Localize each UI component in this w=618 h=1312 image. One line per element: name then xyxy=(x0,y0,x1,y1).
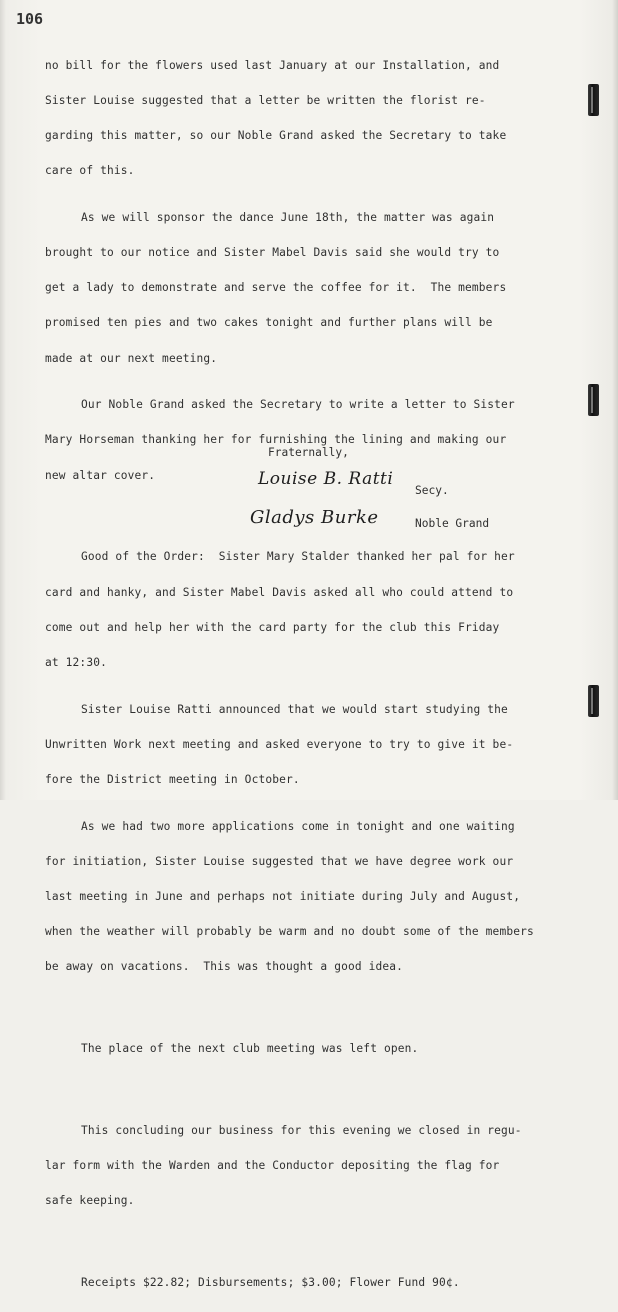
binder-tab xyxy=(588,84,599,116)
text-line: Sister Louise suggested that a letter be written the florist re- xyxy=(45,94,486,108)
text-line: come out and help her with the card party for the club this Friday xyxy=(45,620,500,634)
text-line: for initiation, Sister Louise suggested that we have degree work our xyxy=(45,854,514,868)
text-line: Unwritten Work next meeting and asked everyone to try to give it be- xyxy=(45,737,514,751)
text-line: Good of the Order: Sister Mary Stalder thanked her pal for her xyxy=(81,550,515,564)
text-line: brought to our notice and Sister Mabel Davis said she would try to xyxy=(45,246,500,260)
text-line: when the weather will probably be warm and no doubt some of the members xyxy=(45,924,534,938)
noble-grand-title: Noble Grand xyxy=(415,517,490,530)
text-line: The place of the next club meeting was left open. xyxy=(81,1041,419,1055)
text-line: promised ten pies and two cakes tonight and further plans will be xyxy=(45,316,493,330)
text-line: This concluding our business for this evening we closed in regu- xyxy=(81,1123,522,1137)
secretary-title: Secy. xyxy=(415,484,449,497)
text-line: garding this matter, so our Noble Grand asked the Secretary to take xyxy=(45,129,507,143)
text-line: fore the District meeting in October. xyxy=(45,772,300,786)
text-line: no bill for the flowers used last January at our Installation, and xyxy=(45,59,500,73)
text-line: care of this. xyxy=(45,164,135,178)
text-line: Our Noble Grand asked the Secretary to write a letter to Sister xyxy=(81,398,515,412)
text-line: Receipts $22.82; Disbursements; $3.00; Flower Fund 90¢. xyxy=(81,1275,460,1289)
text-line: made at our next meeting. xyxy=(45,351,218,365)
text-line: Sister Louise Ratti announced that we would start studying the xyxy=(81,702,508,716)
binder-tab xyxy=(588,685,599,717)
text-line: safe keeping. xyxy=(45,1193,135,1207)
binder-tab xyxy=(588,384,599,416)
text-line: new altar cover. xyxy=(45,468,156,482)
text-line: at 12:30. xyxy=(45,655,107,669)
closing-salutation: Fraternally, xyxy=(268,446,349,459)
text-line: As we will sponsor the dance June 18th, the matter was again xyxy=(81,211,495,225)
text-line: Mary Horseman thanking her for furnishing the lining and making our xyxy=(45,433,507,447)
minutes-body xyxy=(45,25,565,1312)
text-line: card and hanky, and Sister Mabel Davis asked all who could attend to xyxy=(45,585,514,599)
text-line: get a lady to demonstrate and serve the coffee for it. The members xyxy=(45,281,507,295)
text-line: be away on vacations. This was thought a good idea. xyxy=(45,959,404,973)
page-number: 106 xyxy=(16,10,44,28)
text-line: lar form with the Warden and the Conductor depositing the flag for xyxy=(45,1158,500,1172)
text-line: last meeting in June and perhaps not initiate during July and August, xyxy=(45,889,521,903)
noble-grand-signature: Gladys Burke xyxy=(250,507,379,528)
secretary-signature: Louise B. Ratti xyxy=(258,469,394,489)
text-line: As we had two more applications come in tonight and one waiting xyxy=(81,819,515,833)
